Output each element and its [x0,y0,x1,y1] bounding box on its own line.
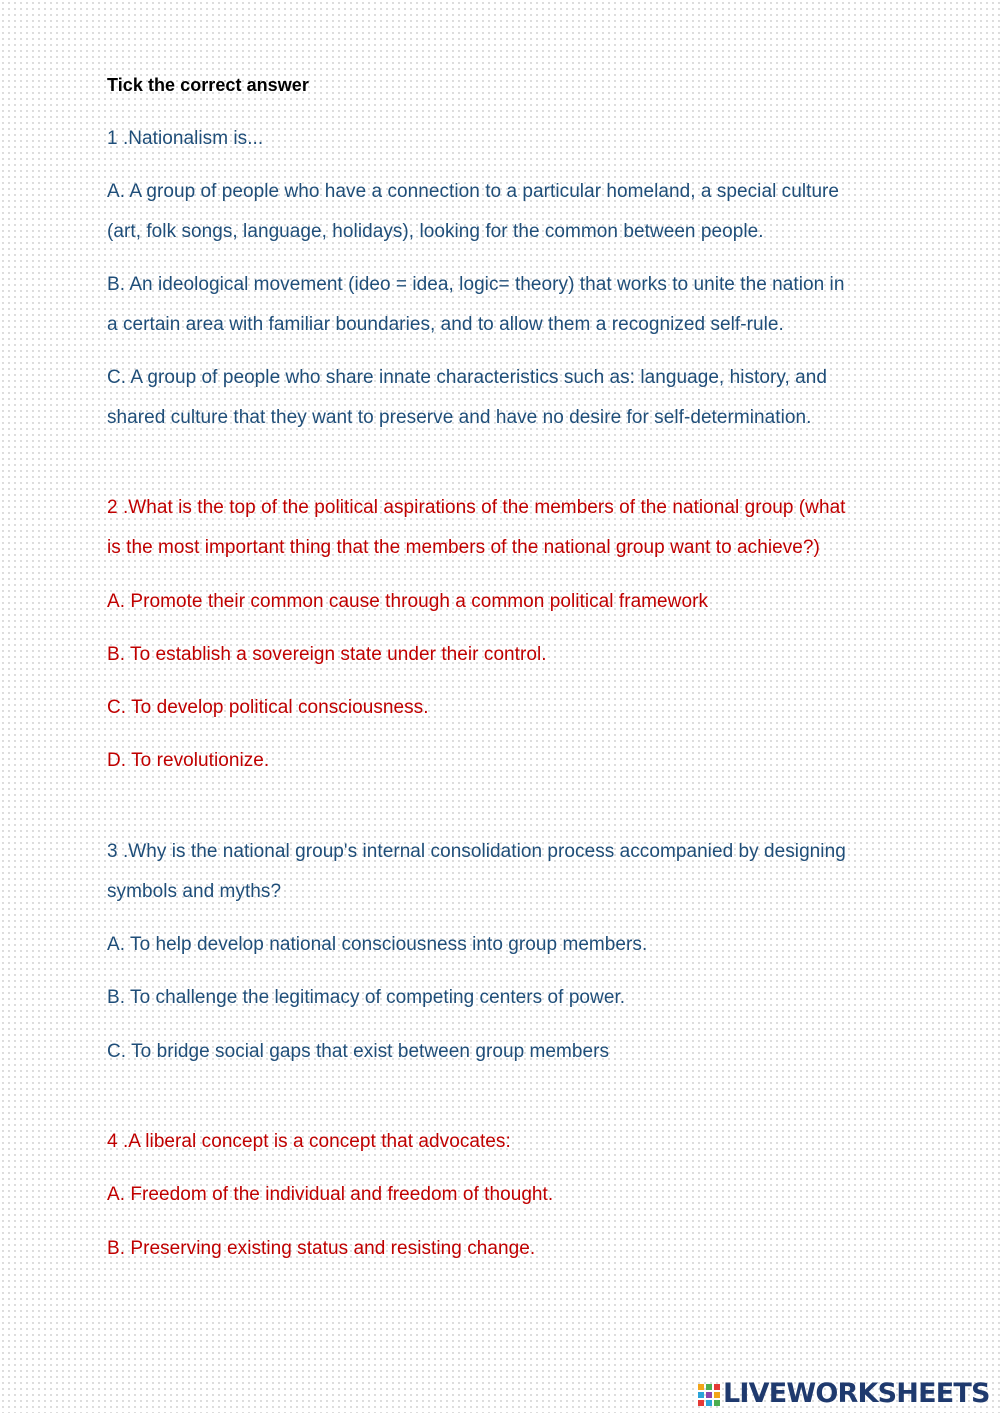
option-text: a certain area with familiar boundaries, and to allow them a recognized self-rule. [107,314,784,335]
question-text: is the most important thing that the members of the national group want to achieve?) [107,537,820,558]
question-text: 4 .A liberal concept is a concept that advocates: [107,1131,511,1152]
answer-option-4a[interactable]: A. Freedom of the individual and freedom of thought. [107,1184,554,1205]
answer-option-3a[interactable]: A. To help develop national consciousness into group members. [107,934,648,955]
answer-option-2d[interactable]: D. To revolutionize. [107,750,270,771]
worksheet-heading: Tick the correct answer [107,75,309,95]
question-text: 3 .Why is the national group's internal consolidation process accompanied by designing [107,841,846,862]
liveworksheets-brand[interactable] [697,1376,990,1412]
answer-option-2a[interactable]: A. Promote their common cause through a common political framework [107,591,708,612]
answer-option-2b[interactable]: B. To establish a sovereign state under their control. [107,644,547,665]
option-text: (art, folk songs, language, holidays), looking for the common between people. [107,221,764,242]
brand-name: LIVEWORKSHEETS [723,1378,990,1409]
question-text: symbols and myths? [107,881,282,902]
answer-option-3c[interactable]: C. To bridge social gaps that exist between group members [107,1041,610,1062]
liveworksheets-logo-icon [697,1379,721,1409]
answer-option-4b[interactable]: B. Preserving existing status and resisting change. [107,1238,536,1259]
worksheet [107,0,907,1413]
option-text: C. A group of people who share innate characteristics such as: language, history, and [107,367,827,388]
question-text: 2 .What is the top of the political aspirations of the members of the national group (what [107,497,846,518]
option-text: B. An ideological movement (ideo = idea, logic= theory) that works to unite the nation in [107,274,845,295]
option-text: shared culture that they want to preserve and have no desire for self-determination. [107,407,812,428]
answer-option-2c[interactable]: C. To develop political consciousness. [107,697,429,718]
answer-option-3b[interactable]: B. To challenge the legitimacy of competing centers of power. [107,987,626,1008]
question-text: 1 .Nationalism is... [107,128,264,149]
option-text: A. A group of people who have a connection to a particular homeland, a special culture [107,181,840,202]
